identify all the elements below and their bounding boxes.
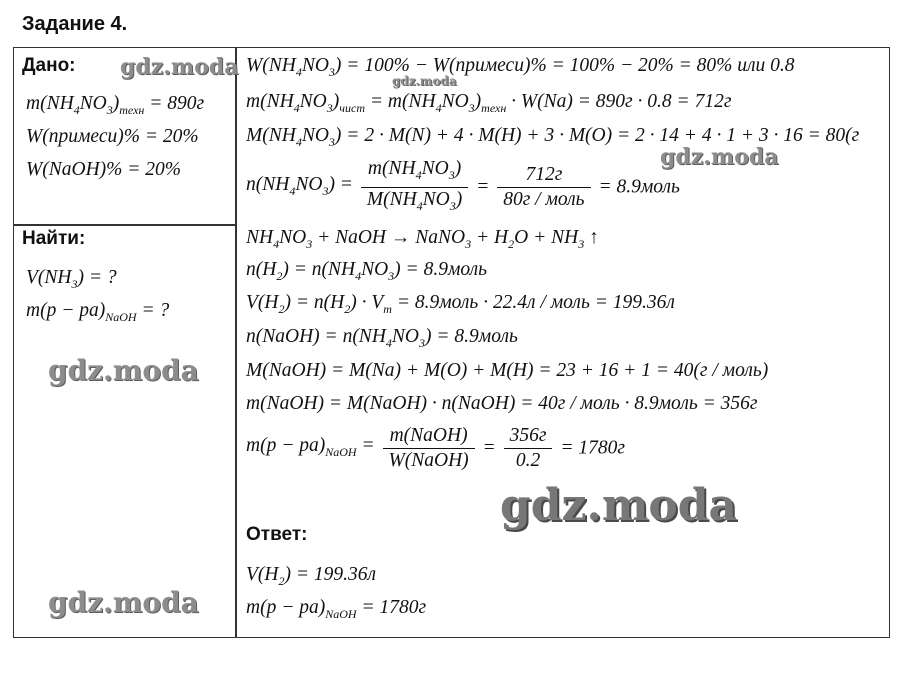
watermark-logo: gdz.moda (48, 586, 199, 619)
solution-line-2: $m(NH_4NO_3)_{чист} = m(NH_4NO_3)_{техн} \cdot W(Na) = 890г \cdot 0.8 = 712г$ (246, 91, 732, 115)
watermark-logo: gdz.moda (48, 354, 199, 387)
solution-line-1: $W(NH_4NO_3) = 100\%$ − W(примеси)% = 100% − 20% = 80% или 0.8 (246, 55, 795, 79)
reaction-equation: $NH_4NO_3$ + NaOH → NaNO$_3$ + $H_2O + NH_3$ ↑ (246, 227, 599, 251)
watermark-logo: gdz.moda (500, 480, 738, 531)
given-heading: Дано: (22, 55, 76, 76)
answer-line-1: $V(H_2) = 199.36л$ (246, 564, 377, 588)
watermark-logo: gdz.moda (660, 144, 779, 170)
find-heading: Найти: (22, 228, 86, 249)
find-line-2: $m(p - pa)_{NaOH}$ = ? (26, 300, 170, 324)
fraction-solution-mass: $\frac{\text{m(NaOH)}}{\text{W(NaOH)}}$ (383, 425, 475, 472)
solution-line-8: n(NaOH) = $n(NH_4NO_3)$ = 8.9моль (246, 326, 518, 350)
given-line-3: W(NaOH)% = 20% (26, 159, 182, 180)
task-title: Задание 4. (22, 13, 128, 35)
solution-line-3: $M(NH_4NO_3) = 2 \cdot M(N) + 4 \cdot M(H) + 3 \cdot M(O) = 2 \cdot 14 + 4 \cdot 1 + 3 \cdot 16 = 80(г$ (246, 125, 860, 149)
find-line-1: $V(NH_3)$ = ? (26, 267, 117, 291)
fraction-values: $\frac{712г}{\text{80г / моль}}$ (497, 164, 590, 211)
solution-line-7: $V(H_2) = n(H_2) \cdot V_m$ = 8.9моль · 22.4л / моль = 199.36л (246, 292, 675, 316)
fraction-solution-values: $\frac{356г}{0.2}$ (504, 425, 553, 472)
solution-line-4: $n(NH_4NO_3)$ = $\frac{m(NH_4NO_3)}{M(NH_4NO_3)}$ = $\frac{712г}{\text{80г / моль}}$ = 8.9моль (246, 158, 680, 217)
answer-heading: Ответ: (246, 524, 308, 545)
solution-line-10: m(NaOH) = M(NaOH) · n(NaOH) = 40г / моль · 8.9моль = 356г (246, 393, 758, 414)
fraction-mass-over-molar-mass: $\frac{m(NH_4NO_3)}{M(NH_4NO_3)}$ (361, 158, 468, 217)
given-line-1: $m(NH_4NO_3)_{техн} = 890г$ (26, 93, 205, 117)
watermark-logo: gdz.moda (120, 54, 239, 80)
column-divider (235, 47, 237, 638)
answer-line-2: $m(p - pa)_{NaOH} = 1780г$ (246, 597, 427, 621)
watermark-logo: gdz.moda (392, 74, 457, 88)
solution-line-9: M(NaOH) = M(Na) + M(O) + M(H) = 23 + 16 + 1 = 40(г / моль) (246, 360, 769, 381)
solution-line-6: $n(H_2) = n(NH_4NO_3)$ = 8.9моль (246, 259, 488, 283)
given-find-divider (13, 224, 236, 226)
solution-line-11: $m(p - pa)_{NaOH}$ = $\frac{\text{m(NaOH)}}{\text{W(NaOH)}}$ = $\frac{356г}{0.2}$ = 1780г (246, 425, 625, 471)
given-line-2: W(примеси)% = 20% (26, 126, 199, 147)
